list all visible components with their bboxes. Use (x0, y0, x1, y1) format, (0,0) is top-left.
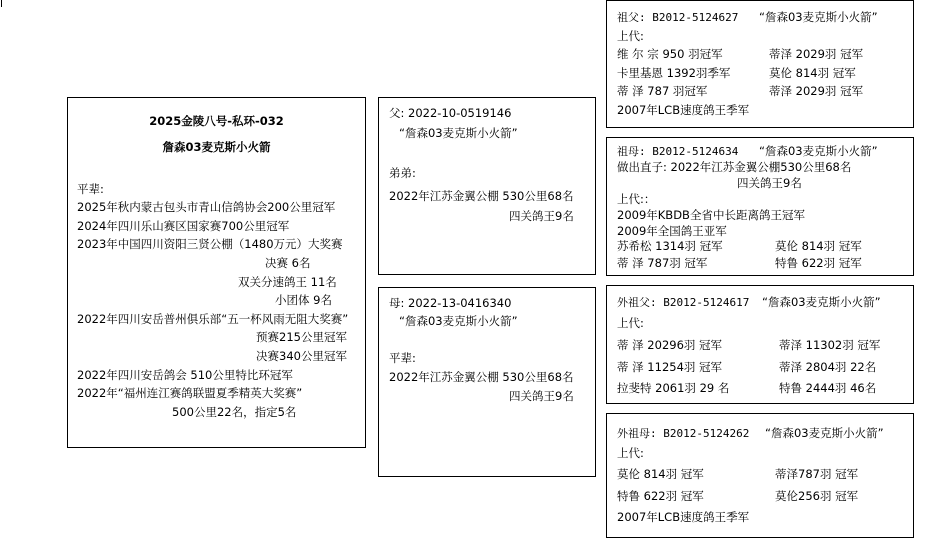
grandmother-offspring-line: 四关鸽王9名 (737, 176, 802, 190)
ancestor-record: 莫伦 814羽 冠军 (769, 66, 856, 80)
main-siblings-label: 平辈: (77, 182, 104, 196)
ancestor-record: 蒂泽 2029羽 冠军 (769, 84, 864, 98)
mother-achievement: 四关鸽王9名 (509, 389, 574, 403)
main-pigeon-card (67, 97, 366, 448)
main-achievement: 500公里22名，指定5名 (172, 405, 297, 419)
ancestor-record: 特鲁 622羽 冠军 (775, 256, 862, 270)
ancestor-record: 维 尔 宗 950 羽冠军 (617, 47, 723, 61)
ancestor-record: 莫伦 814羽 冠军 (775, 239, 862, 253)
maternal-grandfather-ancestors-label: 上代: (617, 316, 644, 330)
corner-mark (1, 0, 2, 7)
ancestor-record: 蒂 泽 787 羽冠军 (617, 84, 708, 98)
maternal-grandfather-card (606, 285, 914, 404)
father-name: “詹森03麦克斯小火箭” (399, 126, 518, 140)
ancestor-record: 卡里基恩 1392羽季军 (617, 66, 731, 80)
ancestor-record: 苏希松 1314羽 冠军 (617, 239, 723, 253)
father-relatives-label: 弟弟: (389, 166, 416, 180)
main-achievement: 2022年四川安岳普州俱乐部“五一杯风雨无阻大奖赛” (77, 312, 349, 326)
ancestor-record: 蒂泽787羽 冠军 (775, 467, 859, 481)
main-achievement: 2024年四川乐山赛区国家赛700公里冠军 (77, 219, 290, 233)
ancestor-record: 特鲁 2444羽 46名 (779, 381, 877, 395)
main-pigeon-name: 詹森03麦克斯小火箭 (162, 140, 271, 154)
main-achievement: 2025年秋内蒙古包头市青山信鸽协会200公里冠军 (77, 200, 336, 214)
grandmother-ancestors-label: 上代:： (617, 192, 656, 206)
maternal-grandmother-card (606, 413, 914, 538)
ancestor-record: 蒂泽 11302羽 冠军 (779, 338, 881, 352)
main-achievement: 决赛 6名 (265, 256, 311, 270)
father-card (378, 97, 596, 275)
ancestor-record: 拉斐特 2061羽 29 名 (617, 381, 730, 395)
main-achievement: 2022年“福州连江赛鸽联盟夏季精英大奖赛” (77, 386, 303, 400)
ancestor-record: 蒂泽 2029羽 冠军 (769, 47, 864, 61)
ancestor-record: 蒂 泽 20296羽 冠军 (617, 338, 723, 352)
grandmother-header: 祖母: B2012-5124634 (617, 145, 739, 158)
grandmother-name: “詹森03麦克斯小火箭” (759, 144, 878, 158)
maternal-grandfather-name: “詹森03麦克斯小火箭” (762, 295, 881, 309)
grandmother-note: 2009年KBDB全省中长距离鸽王冠军 (617, 208, 805, 222)
maternal-grandmother-name: “詹森03麦克斯小火箭” (765, 426, 884, 440)
ancestor-record: 莫伦 814羽 冠军 (617, 467, 704, 481)
maternal-grandmother-header: 外祖母: B2012-5124262 (617, 427, 750, 440)
main-achievement: 决赛340公里冠军 (256, 349, 347, 363)
paternal-grandfather-card (606, 0, 914, 128)
main-achievement: 2022年四川安岳鸽会 510公里特比环冠军 (77, 368, 293, 382)
maternal-grandmother-ancestors-label: 上代: (617, 446, 644, 460)
grandmother-note: 2009年全国鸽王亚军 (617, 224, 727, 238)
main-ring-number: 2025金陵八号-私环-032 (149, 114, 284, 128)
father-achievement: 四关鸽王9名 (509, 209, 574, 223)
grandfather-ancestors-label: 上代: (617, 29, 644, 43)
main-achievement: 2023年中国四川资阳三贤公棚（1480万元）大奖赛 (77, 237, 343, 251)
maternal-grandmother-note: 2007年LCB速度鸽王季军 (617, 510, 750, 524)
paternal-grandmother-card (606, 137, 914, 276)
grandmother-offspring-line: 做出直子: 2022年江苏金翼公棚530公里68名 (617, 160, 852, 174)
main-achievement: 小团体 9名 (275, 293, 332, 307)
mother-relatives-label: 平辈: (389, 351, 416, 365)
father-ring-number: 父: 2022-10-0519146 (389, 106, 512, 120)
grandfather-header: 祖父: B2012-5124627 (617, 11, 739, 24)
mother-ring-number: 母: 2022-13-0416340 (389, 296, 512, 310)
main-achievement: 双关分速鸽王 11名 (238, 275, 337, 289)
mother-achievement: 2022年江苏金翼公棚 530公里68名 (389, 370, 574, 384)
grandfather-name: “詹森03麦克斯小火箭” (759, 10, 878, 24)
ancestor-record: 莫伦256羽 冠军 (775, 489, 859, 503)
mother-name: “詹森03麦克斯小火箭” (399, 314, 518, 328)
ancestor-record: 蒂 泽 11254羽 冠军 (617, 360, 723, 374)
maternal-grandfather-header: 外祖父: B2012-5124617 (617, 296, 750, 309)
ancestor-record: 特鲁 622羽 冠军 (617, 489, 704, 503)
father-achievement: 2022年江苏金翼公棚 530公里68名 (389, 189, 574, 203)
main-achievement: 预赛215公里冠军 (256, 330, 347, 344)
ancestor-record: 蒂 泽 787羽 冠军 (617, 256, 708, 270)
grandfather-note: 2007年LCB速度鸽王季军 (617, 103, 750, 117)
mother-card (378, 287, 596, 477)
ancestor-record: 蒂泽 2804羽 22名 (779, 360, 877, 374)
